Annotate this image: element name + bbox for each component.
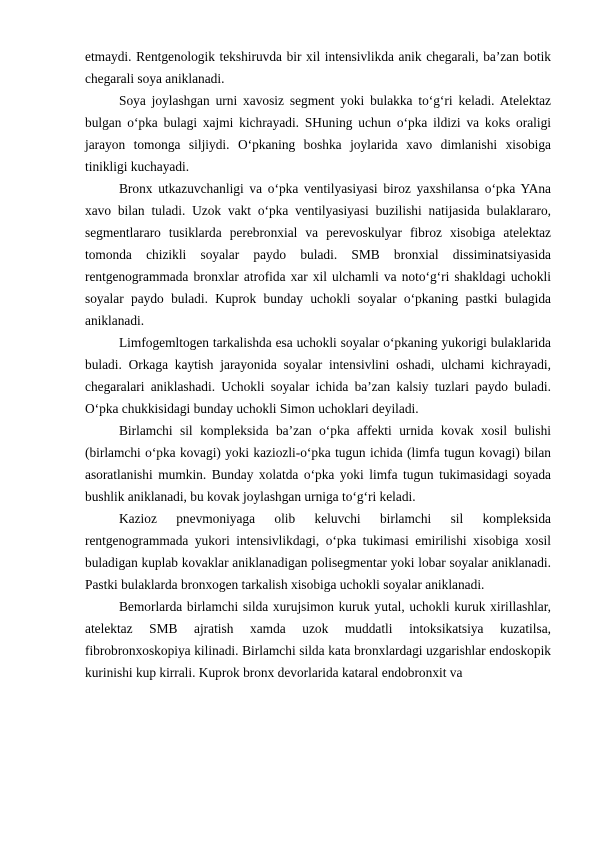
paragraph-3: Bronx utkazuvchanligi va o‘pka ventilyasiyasi biroz yaxshilansa o‘pka YAna xavo bilan tuladi. Uzok vakt o‘pka ventilyasiyasi buzilishi natijasida bulaklararo, segmentlararo tusiklarda perebronxial va perevoskulyar fibroz xisobiga atelektaz tomonda chizikli soyalar paydo buladi. SMB bronxial dissiminatsiyasida rentgenogrammada bronxlar atrofida xar xil ulchamli va noto‘g‘ri shakldagi uchokli soyalar paydo buladi. Kuprok bunday uchokli soyalar o‘pkaning pastki bulagida aniklanadi. [85,181,551,328]
paragraph-1: etmaydi. Rentgenologik tekshiruvda bir xil intensivlikda anik chegarali, ba’zan botik chegarali soya aniklanadi. [85,49,551,86]
paragraph-5: Birlamchi sil kompleksida ba’zan o‘pka affekti urnida kovak xosil bulishi (birlamchi o‘pka kovagi) yoki kaziozli-o‘pka tugun ichida (limfa tugun kovagi) bilan asoratlanishi mumkin. Bunday xolatda o‘pka yoki limfa tugun tukimasidagi soyada bushlik aniklanadi, bu kovak joylashgan urniga to‘g‘ri keladi. [85,423,551,504]
paragraph-6: Kazioz pnevmoniyaga olib keluvchi birlamchi sil kompleksida rentgenogrammada yukori intensivlikdagi, o‘pka tukimasi emirilishi xisobiga xosil buladigan kuplab kovaklar aniklanadigan polisegmentar yoki lobar soyalar aniklanadi. Pastki bulaklarda bronxogen tarkalish xisobiga uchokli soyalar aniklanadi. [85,511,551,592]
paragraph-2: Soya joylashgan urni xavosiz segment yoki bulakka to‘g‘ri keladi. Atelektaz bulgan o‘pka bulagi xajmi kichrayadi. SHuning uchun o‘pka ildizi va koks oraligi jarayon tomonga siljiydi. O‘pkaning boshka joylarida xavo dimlanishi xisobiga tinikligi kuchayadi. [85,93,551,174]
paragraph-7: Bemorlarda birlamchi silda xurujsimon kuruk yutal, uchokli kuruk xirillashlar, atelektaz SMB ajratish xamda uzok muddatli intoksikatsiya kuzatilsa, fibrobronxoskopiya kilinadi. Birlamchi silda kata bronxlardagi uzgarishlar endoskopik kurinishi kup kirrali. Kuprok bronx devorlarida kataral endobronxit va [85,599,551,680]
paragraph-4: Limfogemltogen tarkalishda esa uchokli soyalar o‘pkaning yukorigi bulaklarida buladi. Orkaga kaytish jarayonida soyalar intensivlini oshadi, ulchami kichrayadi, chegaralari aniklashadi. Uchokli soyalar ichida ba’zan kalsiy tuzlari paydo buladi. O‘pka chukkisidagi bunday uchokli Simon uchoklari deyiladi. [85,335,551,416]
document-page [85,46,551,684]
